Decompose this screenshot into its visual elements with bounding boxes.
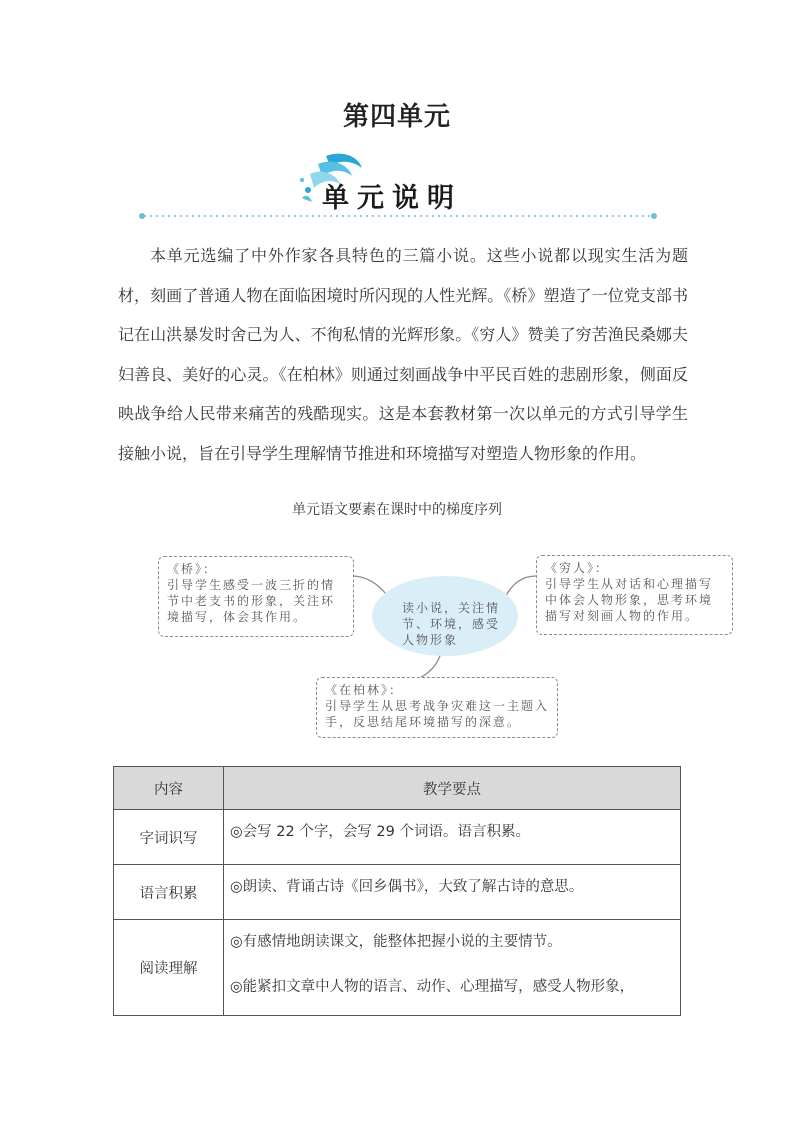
- mind-map: [150, 548, 740, 743]
- table-row: [114, 865, 681, 920]
- node-qiongren: [536, 555, 733, 635]
- node-zaibolin-title: 《在柏林》：: [325, 683, 404, 697]
- row-points: [224, 810, 681, 865]
- row-label: 阅读理解: [114, 920, 224, 1016]
- row-points: [224, 920, 681, 1016]
- node-qiao-title: 《桥》：: [167, 562, 218, 576]
- table-header-row: [114, 767, 681, 810]
- node-qiao-text: 引导学生感受一波三折的情节中老支书的形象，关注环境描写，体会其作用。: [167, 578, 336, 624]
- point-item: ◎朗读、背诵古诗《回乡偶书》，大致了解古诗的意思。: [230, 879, 584, 895]
- node-zaibolin: [316, 677, 558, 738]
- node-zaibolin-text: 引导学生从思考战争灾难这一主题入手，反思结尾环境描写的深意。: [325, 699, 550, 729]
- point-item: ◎有感情地朗读课文，能整体把握小说的主要情节。: [230, 934, 562, 950]
- center-topic: 读小说，关注情节、环境，感受人物形象: [372, 576, 518, 656]
- page-title: 第四单元: [342, 102, 451, 132]
- dotted-divider: [138, 211, 658, 221]
- point-item: ◎会写 22 个字，会写 29 个词语。语言积累。: [230, 824, 530, 840]
- node-qiongren-text: 引导学生从对话和心理描写中体会人物形象，思考环境描写对刻画人物的作用。: [545, 577, 714, 623]
- diagram-caption: 单元语文要素在课时中的梯度序列: [292, 502, 502, 518]
- header-content: 内容: [114, 767, 224, 810]
- table-row: [114, 810, 681, 865]
- table-row: [114, 920, 681, 1016]
- header-points: 教学要点: [224, 767, 681, 810]
- intro-paragraph: 本单元选编了中外作家各具特色的三篇小说。这些小说都以现实生活为题材，刻画了普通人物在面临困境时所闪现的人性光辉。《桥》塑造了一位党支部书记在山洪暴发时舍己为人、不徇私情的光辉形象。《穷人》赞美了穷苦渔民桑娜夫妇善良、美好的心灵。《在柏林》则通过刻画战争中平民百姓的悲剧形象，侧面反映战争给人民带来痛苦的残酷现实。这是本套教材第一次以单元的方式引导学生接触小说，旨在引导学生理解情节推进和环境描写对塑造人物形象的作用。: [118, 246, 688, 463]
- point-item: ◎能紧扣文章中人物的语言、动作、心理描写，感受人物形象，: [230, 979, 635, 995]
- teaching-points-table: [113, 766, 681, 1016]
- node-qiao: [158, 556, 354, 637]
- section-title: 单元说明: [322, 183, 462, 214]
- row-points: [224, 865, 681, 920]
- row-label: 字词识写: [114, 810, 224, 865]
- node-qiongren-title: 《穷人》：: [545, 561, 610, 575]
- row-label: 语言积累: [114, 865, 224, 920]
